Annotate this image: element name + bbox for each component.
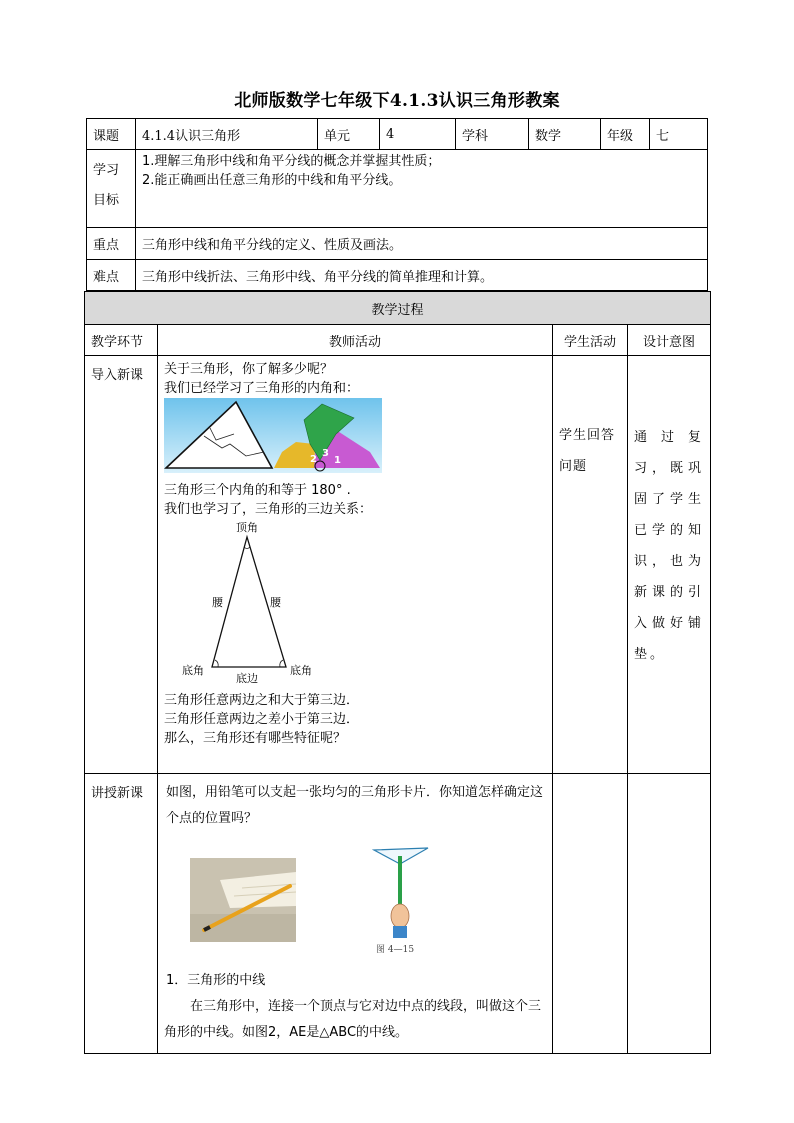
pencil-tip bbox=[204, 927, 210, 930]
lesson-stage: 讲授新课 bbox=[85, 774, 158, 1054]
intro-design-intent: 通过复习，既巩固了学生已学的知识，也为新课的引入做好铺垫。 bbox=[628, 356, 711, 774]
intro-question-2: 我们已经学习了三角形的内角和： bbox=[164, 381, 360, 396]
isosceles-triangle-figure bbox=[174, 519, 324, 691]
base-angle-label-left: 底角 bbox=[182, 664, 204, 677]
leg-label-right: 腰 bbox=[270, 596, 281, 609]
col-design-header: 设计意图 bbox=[628, 325, 711, 356]
hand bbox=[391, 904, 409, 928]
triangle-rule-2: 三角形任意两边之差小于第三边． bbox=[164, 712, 360, 727]
intro-question-3: 我们也学习了，三角形的三边关系： bbox=[164, 502, 373, 517]
intro-row bbox=[85, 356, 711, 774]
key-label: 重点 bbox=[87, 228, 136, 260]
base-angle-label-right: 底角 bbox=[290, 664, 312, 677]
goals-label-line1: 学习 bbox=[93, 163, 120, 178]
apex-label: 顶角 bbox=[236, 521, 258, 534]
col-student-header: 学生活动 bbox=[553, 325, 628, 356]
intro-student-activity bbox=[553, 356, 628, 774]
subject-label: 学科 bbox=[456, 119, 529, 150]
angle-sum-statement: 三角形三个内角的和等于 180° . bbox=[164, 483, 351, 498]
goal-item: 2.能正确画出任意三角形的中线和角平分线。 bbox=[142, 173, 402, 188]
lesson-teacher-activity bbox=[158, 774, 553, 1054]
intro-teacher-activity bbox=[158, 356, 553, 774]
sleeve bbox=[393, 926, 407, 938]
goals-label bbox=[87, 150, 136, 228]
course-value: 4.1.4认识三角形 bbox=[136, 119, 318, 150]
lesson-info-table bbox=[86, 118, 708, 291]
student-answer-line2: 问题 bbox=[559, 459, 588, 474]
intro-question-4: 那么，三角形还有哪些特征呢？ bbox=[164, 731, 347, 746]
lesson-row bbox=[85, 774, 711, 1054]
document-title: 北师版数学七年级下4.1.3认识三角形教案 bbox=[234, 91, 560, 111]
intro-stage: 导入新课 bbox=[85, 356, 158, 774]
course-label: 课题 bbox=[87, 119, 136, 150]
subject-value: 数学 bbox=[529, 119, 601, 150]
key-value: 三角形中线和角平分线的定义、性质及画法。 bbox=[136, 228, 708, 260]
teaching-process-table bbox=[84, 291, 711, 1054]
base-label: 底边 bbox=[236, 672, 258, 685]
triangle-rule-1: 三角形任意两边之和大于第三边． bbox=[164, 693, 360, 708]
angle-number: 1 bbox=[334, 455, 341, 466]
student-answer-line1: 学生回答 bbox=[559, 428, 616, 443]
col-teacher-header: 教师活动 bbox=[158, 325, 553, 356]
base-angle-mark bbox=[215, 660, 218, 667]
figure-caption: 图 4—15 bbox=[376, 945, 415, 954]
goal-item: 1.理解三角形中线和角平分线的概念并掌握其性质； bbox=[142, 154, 441, 169]
angle-sum-illustration bbox=[164, 398, 382, 473]
lesson-figures bbox=[164, 842, 546, 968]
lesson-question: 如图，用铅笔可以支起一张均匀的三角形卡片．你知道怎样确定这个点的位置吗？ bbox=[166, 785, 544, 826]
intro-question-1: 关于三角形，你了解多少呢？ bbox=[164, 362, 334, 377]
goals-label-line2: 目标 bbox=[93, 193, 120, 208]
grade-value: 七 bbox=[650, 119, 708, 150]
unit-label: 单元 bbox=[318, 119, 380, 150]
difficulty-value: 三角形中线折法、三角形中线、角平分线的简单推理和计算。 bbox=[136, 260, 708, 291]
unit-value: 4 bbox=[380, 119, 456, 150]
leg-label-left: 腰 bbox=[212, 596, 223, 609]
median-definition: 在三角形中，连接一个顶点与它对边中点的线段，叫做这个三角形的中线。如图2，AE是△ABC的中线。 bbox=[164, 999, 542, 1040]
lesson-design-intent bbox=[628, 774, 711, 1054]
base-angle-mark bbox=[280, 660, 283, 667]
difficulty-label: 难点 bbox=[87, 260, 136, 291]
balanced-triangle-figure bbox=[372, 842, 432, 954]
angle-number: 2 bbox=[310, 454, 317, 465]
pencil-photo bbox=[190, 858, 296, 942]
col-stage-header: 教学环节 bbox=[85, 325, 158, 356]
angle-number: 3 bbox=[322, 448, 329, 459]
process-header: 教学过程 bbox=[85, 292, 711, 325]
lesson-student-activity bbox=[553, 774, 628, 1054]
median-heading: 1．三角形的中线 bbox=[166, 973, 266, 988]
goals-content bbox=[136, 150, 708, 228]
grade-label: 年级 bbox=[601, 119, 650, 150]
